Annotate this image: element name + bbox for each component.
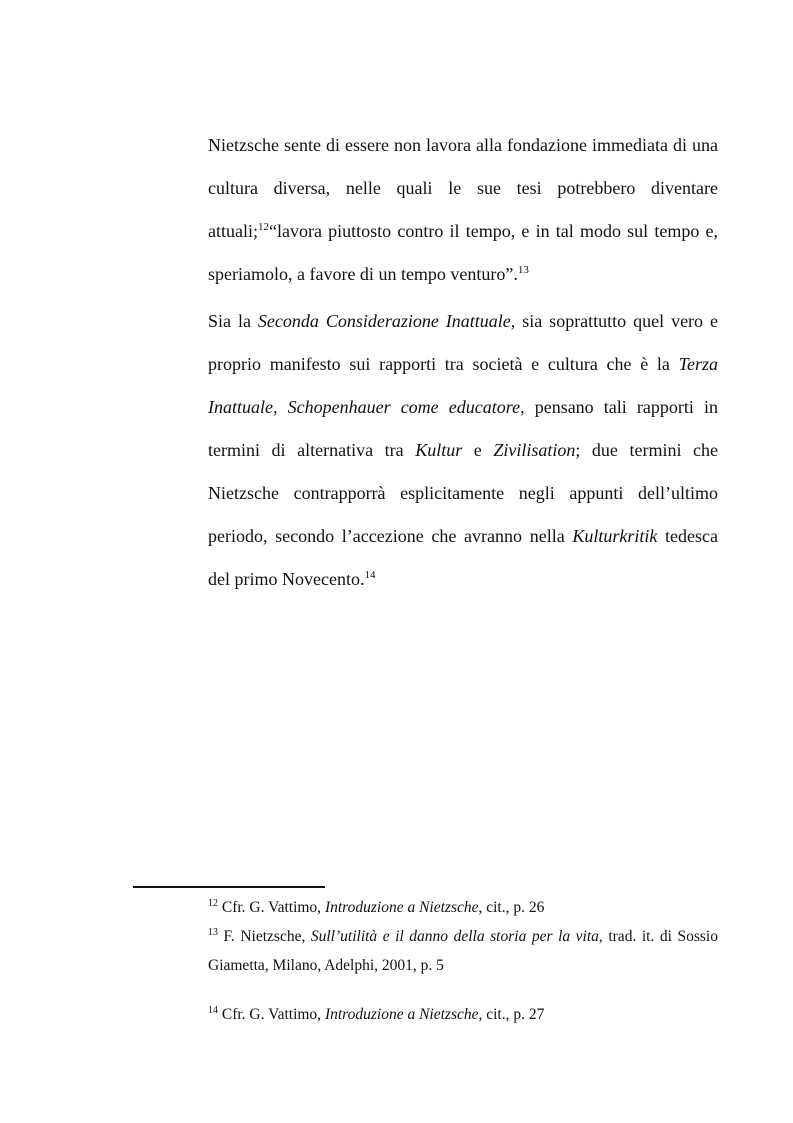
title-schopenhauer: Schopenhauer come educatore [287,397,521,417]
footnote-title: Sull’utilità e il danno della storia per la vita [310,928,599,945]
footnote-number: 14 [208,1004,218,1016]
footnote-title: Introduzione a Nietzsche [324,1006,479,1023]
footnote-text: F. Nietzsche, [218,928,311,945]
footnote-text: , cit., p. 26 [478,899,545,916]
paragraph-2-text-c: , [273,397,288,417]
footnote-text: Cfr. G. Vattimo, [218,1006,325,1023]
paragraph-2-text-d: , pensano tali rapporti in termini di alternativa tra [208,397,718,460]
paragraph-1-quote: “lavora piuttosto contro il tempo, e in tal modo sul tempo e, speriamolo, a favore di un tempo venturo”. [208,221,718,284]
title-terza-inattuale: Terza Inattuale [208,354,718,417]
body-text [208,124,718,601]
footnotes [208,893,718,1029]
paragraph-1 [208,124,718,296]
paragraph-2-text-g: tedesca del primo Novecento. [208,526,718,589]
footnote-title: Introduzione a Nietzsche [324,899,479,916]
paragraph-2 [208,300,718,601]
paragraph-2-text-f: ; due termini che Nietzsche contrapporrà esplicitamente negli appunti dell’ultimo periodo, secondo l’accezione che avranno nella [208,440,718,546]
footnote-ref-12[interactable]: 12 [257,221,269,233]
footnote-12 [208,893,718,922]
footnote-ref-14[interactable]: 14 [364,569,376,581]
footnote-13 [208,922,718,980]
footnote-14 [208,1000,718,1029]
term-kultur: Kultur [415,440,463,460]
paragraph-2-text-b: , sia soprattutto quel vero e proprio manifesto sui rapporti tra società e cultura che è la [208,311,718,374]
footnote-separator [133,886,325,888]
term-zivilisation: Zivilisation [493,440,576,460]
footnote-text: , cit., p. 27 [478,1006,545,1023]
footnote-ref-13[interactable]: 13 [517,264,529,276]
term-kulturkritik: Kulturkritik [572,526,658,546]
paragraph-2-text-a: Sia la [208,311,258,331]
paragraph-1-text-a: Nietzsche sente di essere non lavora alla fondazione immediata di una cultura diversa, nelle quali le sue tesi potrebbero diventare attuali; [208,135,718,241]
paragraph-2-text-e: e [462,440,494,460]
footnote-text: , trad. it. di Sossio Giametta, Milano, Adelphi, 2001, p. 5 [208,928,718,974]
footnote-number: 13 [208,926,218,938]
footnote-number: 12 [208,897,218,909]
footnote-text: Cfr. G. Vattimo, [218,899,325,916]
title-seconda-considerazione: Seconda Considerazione Inattuale [257,311,511,331]
